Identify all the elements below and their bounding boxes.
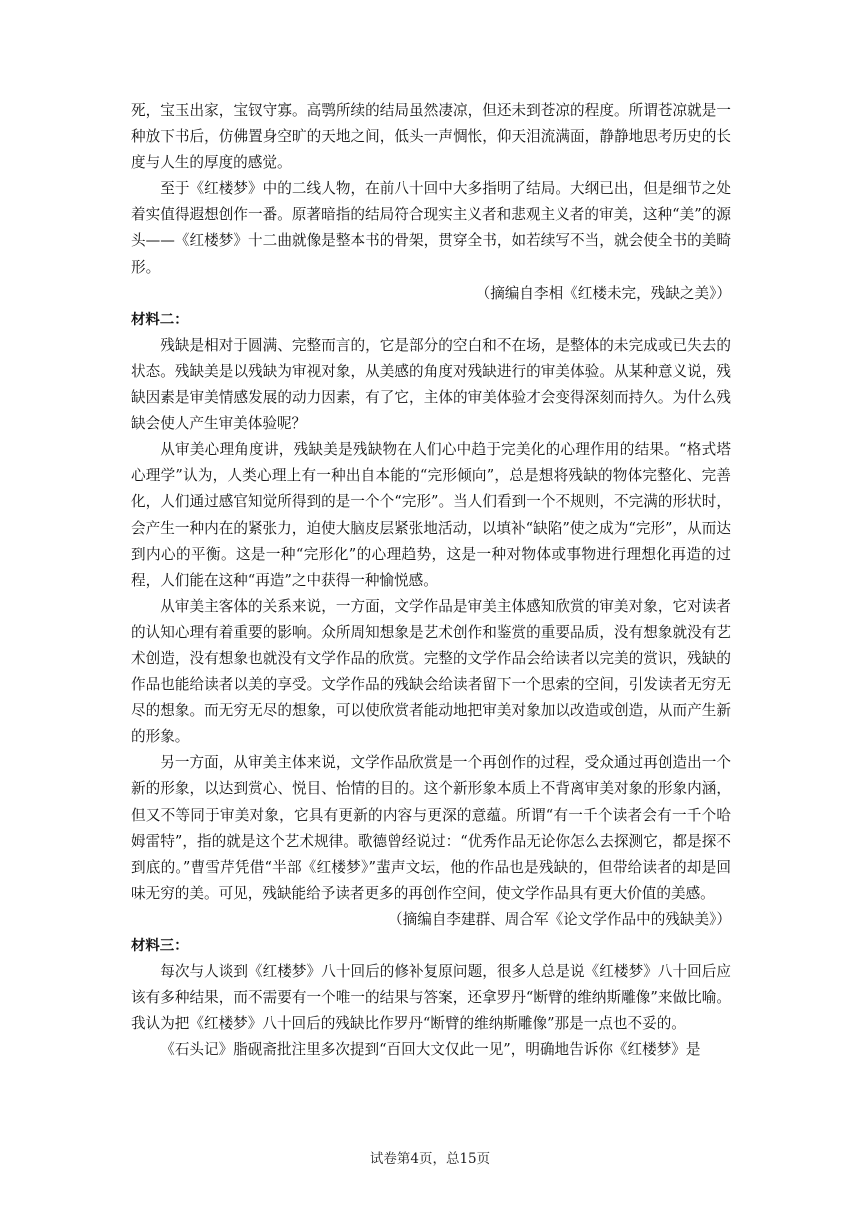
paragraph: 从审美心理角度讲，残缺美是残缺物在人们心中趋于完美化的心理作用的结果。“格式塔心理学”认为，人类心理上有一种出自本能的“完形倾向”，总是想将残缺的物体完整化、完善化，人们通过感官知觉所得到的是一个个“完形”。当人们看到一个不规则，不完满的形状时，会产生一种内在的紧张力，迫使大脑皮层紧张地活动，以填补“缺陷”使之成为“完形”，从而达到内心的平衡。这是一种“完形化”的心理趋势，这是一种对物体或事物进行理想化再造的过程，人们能在这种“再造”之中获得一种愉悦感。	[131, 441, 731, 589]
paragraph: 另一方面，从审美主体来说，文学作品欣赏是一个再创作的过程，受众通过再创造出一个新的形象，以达到赏心、悦目、怡情的目的。这个新形象本质上不背离审美对象的形象内涵，但又不等同于审美对象，它具有更新的内容与更深的意蕴。所谓“有一千个读者会有一千个哈姆雷特”，指的就是这个艺术规律。歌德曾经说过：“优秀作品无论你怎么去探测它，都是探不到底的。”曹雪芹凭借“半部《红楼梦》”蜚声文坛，他的作品也是残缺的，但带给读者的却是回味无穷的美。可见，残缺能给予读者更多的再创作空间，使文学作品具有更大价值的美感。	[131, 754, 731, 902]
paragraph: 从审美主客体的关系来说，一方面，文学作品是审美主体感知欣赏的审美对象，它对读者的认知心理有着重要的影响。众所周知想象是艺术创作和鉴赏的重要品质，没有想象就没有艺术创造，没有想象也就没有文学作品的欣赏。完整的文学作品会给读者以完美的赏识，残缺的作品也能给读者以美的享受。文学作品的残缺会给读者留下一个思索的空间，引发读者无穷无尽的想象。而无穷无尽的想象，可以使欣赏者能动地把审美对象加以改造或创造，从而产生新的形象。	[131, 597, 731, 746]
paragraph: 每次与人谈到《红楼梦》八十回后的修补复原问题，很多人总是说《红楼梦》八十回后应该有多种结果，而不需要有一个唯一的结果与答案，还拿罗丹“断臂的维纳斯雕像”来做比喻。我认为把《红楼梦》八十回后的残缺比作罗丹“断臂的维纳斯雕像”那是一点也不妥的。	[131, 963, 731, 1033]
source-citation: （摘编自李相《红楼未完，残缺之美》）	[475, 284, 731, 302]
paragraph: 《石头记》脂砚斋批注里多次提到“百回大文仅此一见”，明确地告诉你《红楼梦》是	[160, 1041, 701, 1059]
section-heading-material-2: 材料二：	[131, 311, 189, 328]
paragraph: 残缺是相对于圆满、完整而言的，它是部分的空白和不在场，是整体的未完成或已失去的状态。残缺美是以残缺为审视对象，从美感的角度对残缺进行的审美体验。从某种意义说，残缺因素是审美情感发展的动力因素，有了它，主体的审美体验才会变得深刻而持久。为什么残缺会使人产生审美体验呢？	[131, 336, 731, 433]
page-footer: 试卷第4页，总15页	[369, 1151, 491, 1167]
article-body	[131, 98, 731, 1063]
source-citation: （摘编自李建群、周合军《论文学作品中的残缺美》）	[388, 910, 731, 928]
paragraph: 至于《红楼梦》中的二线人物，在前八十回中大多指明了结局。大纲已出，但是细节之处着实值得遐想创作一番。原著暗指的结局符合现实主义者和悲观主义者的审美，这种“美”的源头——《红楼梦》十二曲就像是整本书的骨架，贯穿全书，如若续写不当，就会使全书的美畸形。	[131, 180, 731, 276]
section-heading-material-3: 材料三：	[131, 938, 189, 954]
paragraph-continued: 死，宝玉出家，宝钗守寡。高鹗所续的结局虽然凄凉，但还未到苍凉的程度。所谓苍凉就是一种放下书后，仿佛置身空旷的天地之间，低头一声惆怅，仰天泪流满面，静静地思考历史的长度与人生的厚度的感觉。	[131, 102, 731, 172]
